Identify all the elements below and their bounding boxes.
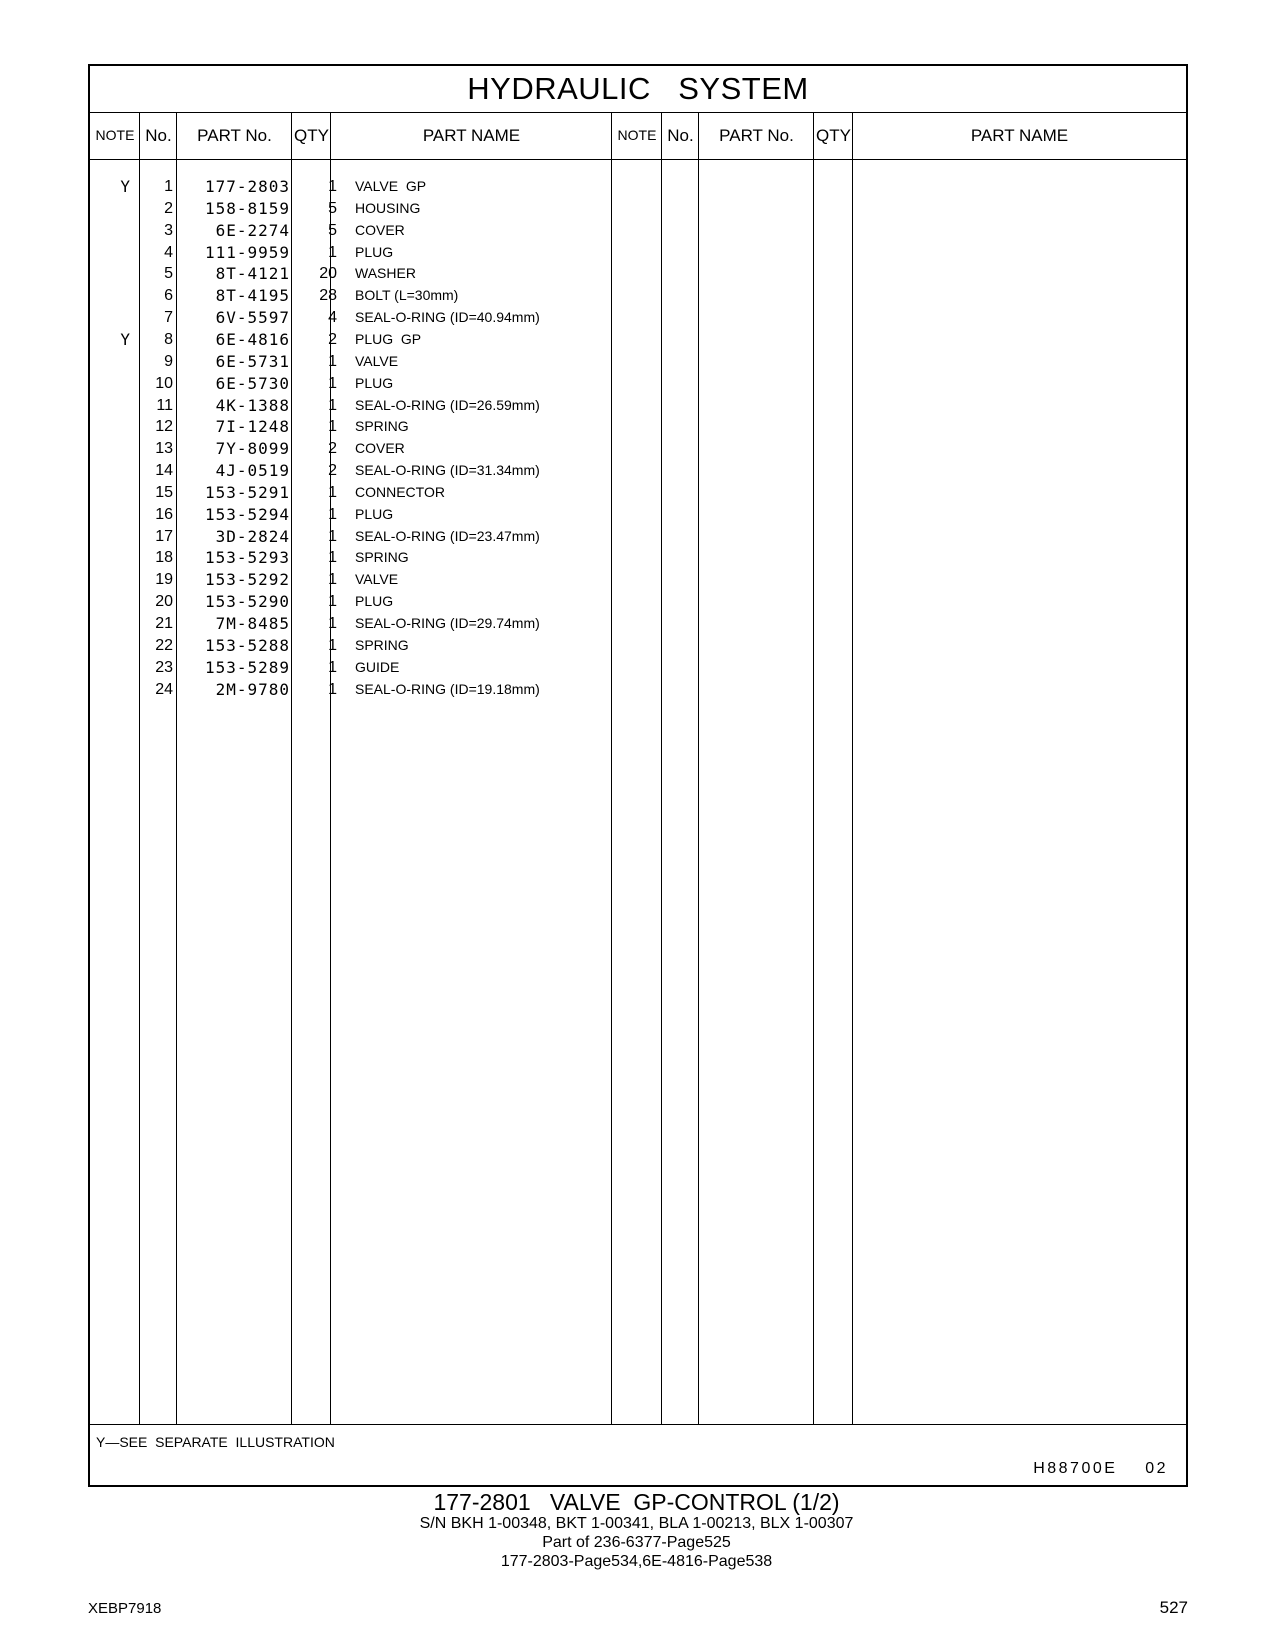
header-qty-right: QTY (816, 126, 851, 145)
caption-part-of: Part of 236-6377-Page525 (542, 1534, 731, 1551)
row-part-number: 3D-2824 (215, 526, 290, 546)
table-row (90, 262, 611, 285)
row-item-number: 5 (164, 265, 173, 283)
row-quantity: 2 (328, 462, 337, 480)
row-item-number: 15 (155, 483, 173, 501)
row-part-number: 153-5294 (204, 504, 290, 524)
header-no-right: No. (667, 126, 694, 145)
row-part-name: BOLT (L=30mm) (355, 287, 459, 304)
table-header (90, 112, 1186, 160)
row-item-number: 8 (164, 330, 173, 348)
table-row (90, 546, 611, 569)
row-part-name: SEAL-O-RING (ID=29.74mm) (355, 615, 540, 631)
row-note: Y (120, 177, 130, 196)
row-part-name: VALVE (355, 571, 399, 588)
row-quantity: 1 (328, 396, 337, 414)
header-part-name-left: PART NAME (422, 126, 521, 145)
row-part-number: 153-5290 (204, 592, 290, 612)
row-part-number: 6E-5731 (215, 351, 290, 371)
caption-group-title: 177-2801 VALVE GP-CONTROL (1/2) (433, 1489, 840, 1515)
row-part-name: PLUG (355, 374, 394, 391)
row-part-number: 6E-5730 (215, 373, 290, 393)
row-part-name: SEAL-O-RING (ID=40.94mm) (355, 309, 540, 326)
header-note-right: NOTE (617, 127, 657, 143)
page-number: 527 (1159, 1598, 1188, 1617)
row-part-number: 6V-5597 (215, 308, 290, 328)
row-item-number: 24 (155, 680, 173, 698)
row-quantity: 5 (328, 199, 337, 217)
row-quantity: 1 (328, 527, 337, 545)
row-part-number: 8T-4121 (215, 264, 290, 284)
table-row (90, 306, 611, 329)
row-quantity: 5 (328, 221, 337, 239)
table-row (90, 175, 611, 198)
table-row (90, 503, 611, 526)
row-quantity: 4 (328, 309, 337, 327)
table-row (90, 568, 611, 591)
header-note-left: NOTE (95, 127, 135, 143)
row-item-number: 2 (164, 199, 173, 217)
row-quantity: 1 (328, 571, 337, 589)
table-row (90, 350, 611, 373)
row-part-number: 7Y-8099 (215, 439, 290, 459)
header-part-no-right: PART No. (719, 126, 794, 145)
row-item-number: 3 (164, 221, 173, 239)
row-part-name: GUIDE (355, 658, 400, 675)
section-title (90, 66, 1186, 113)
row-quantity: 1 (328, 549, 337, 567)
row-quantity: 1 (328, 483, 337, 501)
table-row (90, 241, 611, 264)
header-qty-left: QTY (294, 126, 329, 145)
table-row (90, 481, 611, 504)
parts-list (90, 160, 1186, 1424)
row-part-name: PLUG (355, 593, 394, 610)
row-item-number: 17 (155, 527, 173, 545)
row-item-number: 22 (155, 636, 173, 654)
row-part-number: 153-5291 (204, 482, 290, 502)
row-item-number: 1 (164, 178, 173, 195)
page-caption (0, 1490, 1273, 1571)
row-part-number: 177-2803 (204, 177, 290, 196)
header-part-no-left: PART No. (197, 126, 272, 145)
row-part-name: PLUG (355, 243, 394, 260)
row-item-number: 10 (155, 374, 173, 392)
row-part-name: SPRING (355, 418, 409, 435)
table-row (90, 525, 611, 548)
row-quantity: 1 (328, 615, 337, 632)
row-part-number: 7I-1248 (215, 417, 290, 437)
table-row (90, 328, 611, 351)
row-item-number: 14 (155, 462, 173, 480)
illustration-code: H88700E 02 (1033, 1460, 1168, 1477)
table-row (90, 634, 611, 657)
row-part-number: 153-5293 (204, 548, 290, 568)
row-note: Y (120, 329, 130, 349)
table-row (90, 219, 611, 242)
row-quantity: 2 (328, 330, 337, 348)
row-part-name: CONNECTOR (355, 483, 445, 500)
header-no-left: No. (145, 126, 172, 145)
row-item-number: 12 (155, 418, 173, 436)
row-item-number: 23 (155, 658, 173, 676)
row-part-name: COVER (355, 440, 405, 457)
row-part-number: 6E-2274 (215, 220, 290, 240)
row-part-name: PLUG (355, 505, 394, 522)
row-item-number: 11 (156, 396, 173, 414)
row-quantity: 2 (328, 440, 337, 458)
row-part-number: 153-5288 (204, 635, 290, 655)
row-part-number: 111-9959 (204, 242, 290, 262)
row-quantity: 1 (328, 680, 337, 698)
table-row (90, 612, 611, 635)
row-item-number: 7 (164, 309, 173, 327)
footer-divider (90, 1424, 1186, 1425)
table-row (90, 656, 611, 679)
row-item-number: 19 (155, 571, 173, 589)
row-quantity: 1 (328, 352, 337, 370)
row-part-number: 8T-4195 (215, 286, 290, 306)
row-item-number: 9 (164, 352, 173, 370)
row-part-name: HOUSING (355, 199, 421, 216)
parts-table-frame (88, 64, 1188, 1487)
row-quantity: 1 (328, 418, 337, 436)
row-part-number: 153-5292 (204, 570, 290, 590)
row-part-number: 6E-4816 (215, 329, 290, 349)
table-row (90, 459, 611, 482)
row-part-number: 2M-9780 (215, 679, 290, 699)
row-item-number: 13 (155, 440, 173, 458)
table-row (90, 590, 611, 613)
row-part-name: SEAL-O-RING (ID=31.34mm) (355, 462, 540, 479)
table-row (90, 437, 611, 460)
row-quantity: 1 (328, 374, 337, 392)
row-part-name: SEAL-O-RING (ID=19.18mm) (355, 680, 540, 697)
row-quantity: 28 (319, 287, 337, 305)
table-row (90, 372, 611, 395)
row-item-number: 16 (155, 505, 173, 523)
row-quantity: 1 (328, 658, 337, 676)
document-id: XEBP7918 (88, 1600, 162, 1617)
row-part-number: 4J-0519 (215, 461, 290, 481)
row-part-name: SEAL-O-RING (ID=26.59mm) (355, 396, 540, 413)
footer-legend: Y—SEE SEPARATE ILLUSTRATION (96, 1434, 335, 1450)
row-part-name: WASHER (355, 265, 416, 282)
caption-references: 177-2803-Page534,6E-4816-Page538 (500, 1553, 773, 1570)
row-quantity: 1 (328, 505, 337, 523)
row-quantity: 1 (328, 243, 337, 261)
row-item-number: 6 (164, 287, 173, 305)
table-row (90, 197, 611, 220)
row-item-number: 18 (155, 549, 173, 567)
caption-serial-numbers: S/N BKH 1-00348, BKT 1-00341, BLA 1-00213, BLX 1-00307 (419, 1515, 854, 1532)
row-item-number: 20 (155, 593, 173, 611)
row-quantity: 1 (328, 636, 337, 654)
row-part-name: COVER (355, 221, 405, 238)
row-part-name: SPRING (355, 636, 409, 653)
row-part-name: SPRING (355, 549, 409, 566)
row-quantity: 1 (328, 593, 337, 611)
row-part-number: 4K-1388 (215, 395, 290, 415)
row-item-number: 4 (164, 243, 173, 261)
row-part-name: VALVE GP (355, 178, 427, 194)
header-part-name-right: PART NAME (970, 126, 1069, 145)
row-part-number: 158-8159 (204, 198, 290, 218)
row-item-number: 21 (155, 615, 173, 632)
table-row (90, 415, 611, 438)
row-part-name: PLUG GP (355, 330, 422, 347)
table-row (90, 394, 611, 417)
row-part-name: SEAL-O-RING (ID=23.47mm) (355, 527, 540, 544)
section-title-text: HYDRAULIC SYSTEM (467, 71, 809, 106)
row-part-number: 153-5289 (204, 657, 290, 677)
row-part-name: VALVE (355, 352, 399, 369)
row-part-number: 7M-8485 (215, 614, 290, 633)
table-row (90, 678, 611, 701)
table-row (90, 284, 611, 307)
row-quantity: 1 (328, 178, 337, 195)
row-quantity: 20 (319, 265, 337, 283)
